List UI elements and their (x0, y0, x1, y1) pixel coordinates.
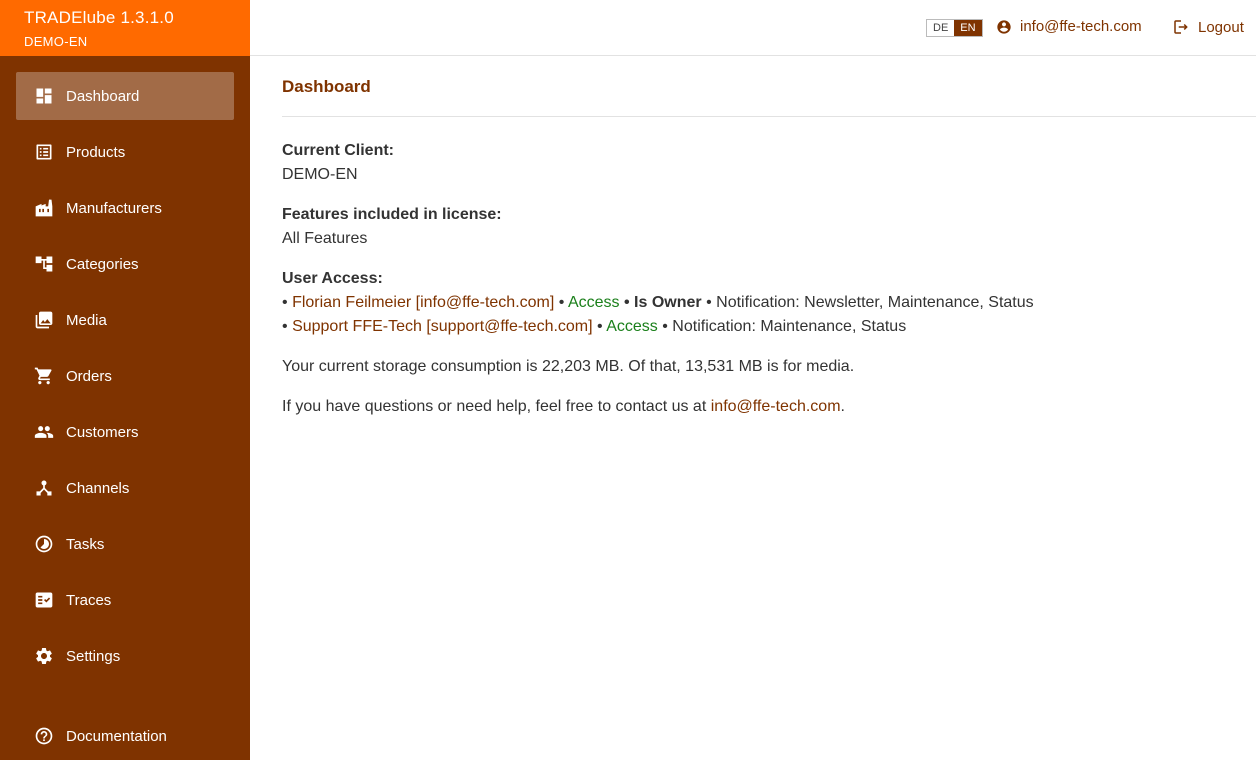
features-label: Features included in license: (282, 206, 502, 223)
separator: • (558, 294, 565, 311)
sidebar-item-tasks[interactable] (16, 520, 234, 568)
sidebar-item-documentation[interactable] (16, 712, 234, 760)
notification-text: Notification: Newsletter, Maintenance, Status (716, 294, 1034, 311)
account-circle-icon (996, 19, 1012, 35)
user-menu[interactable] (996, 18, 1142, 35)
account-tree-icon (34, 254, 54, 274)
timelapse-icon (34, 534, 54, 554)
help-paragraph (282, 395, 1256, 419)
user-link[interactable]: Florian Feilmeier [info@ffe-tech.com] (292, 294, 555, 311)
client-label: Current Client: (282, 142, 394, 159)
dashboard-icon (34, 86, 54, 106)
sidebar-item-media[interactable] (16, 296, 234, 344)
gear-icon (34, 646, 54, 666)
notification-text: Notification: Maintenance, Status (672, 318, 907, 335)
top-bar (250, 0, 1256, 56)
user-email: info@ffe-tech.com (1020, 18, 1142, 35)
bullet: • (282, 318, 288, 335)
sidebar-item-categories[interactable] (16, 240, 234, 288)
factory-icon (34, 198, 54, 218)
access-label: User Access: (282, 270, 383, 287)
help-outline-icon (34, 726, 54, 746)
people-icon (34, 422, 54, 442)
sidebar-nav (16, 72, 234, 688)
separator: • (706, 294, 712, 311)
sidebar-item-label: Dashboard (66, 87, 140, 105)
sidebar-item-label: Products (66, 143, 126, 161)
lang-de-button[interactable]: DE (933, 22, 949, 34)
sidebar-item-customers[interactable] (16, 408, 234, 456)
sidebar-item-traces[interactable] (16, 576, 234, 624)
features-value: All Features (282, 230, 368, 247)
list-alt-icon (34, 142, 54, 162)
storage-text: Your current storage consumption is 22,203 MB. Of that, 13,531 MB is for media. (282, 358, 855, 375)
page-title: Dashboard (282, 77, 371, 96)
logout-button[interactable] (1172, 18, 1244, 36)
sidebar-item-label: Manufacturers (66, 199, 162, 217)
sidebar-item-orders[interactable] (16, 352, 234, 400)
bullet: • (282, 294, 288, 311)
app-title: TRADElube 1.3.1.0 (24, 8, 174, 27)
brand-header (0, 0, 250, 56)
sidebar-item-label: Settings (66, 647, 121, 665)
sidebar (0, 0, 250, 760)
sidebar-item-label: Customers (66, 423, 139, 441)
access-status: Access (606, 318, 658, 335)
sidebar-item-manufacturers[interactable] (16, 184, 234, 232)
sidebar-item-label: Categories (66, 255, 139, 273)
sidebar-item-settings[interactable] (16, 632, 234, 680)
access-section (282, 267, 1256, 339)
shopping-cart-icon (34, 366, 54, 386)
help-end: . (840, 398, 845, 415)
photo-library-icon (34, 310, 54, 330)
client-section (282, 139, 1256, 187)
separator: • (597, 318, 603, 335)
sidebar-item-dashboard[interactable] (16, 72, 234, 120)
features-section (282, 203, 1256, 251)
separator: • (662, 318, 668, 335)
user-link[interactable]: Support FFE-Tech [support@ffe-tech.com] (292, 318, 593, 335)
access-status: Access (567, 294, 620, 311)
logout-label: Logout (1198, 18, 1244, 36)
lang-en-button[interactable]: EN (954, 20, 981, 36)
client-value: DEMO-EN (282, 166, 358, 183)
help-text: If you have questions or need help, feel free to contact us at (282, 398, 707, 415)
owner-status: Is Owner (634, 294, 702, 311)
sidebar-item-label: Tasks (66, 535, 105, 553)
sidebar-bottom (16, 712, 234, 760)
separator: • (623, 294, 630, 311)
client-name: DEMO-EN (24, 34, 88, 49)
title-divider (282, 116, 1256, 117)
sidebar-item-label: Channels (66, 479, 130, 497)
main-content (282, 56, 1256, 419)
fact-check-icon (34, 590, 54, 610)
user-access-row (282, 315, 1256, 339)
logout-icon (1172, 18, 1190, 36)
sidebar-item-label: Media (66, 311, 107, 329)
language-switch (926, 19, 983, 37)
sidebar-item-products[interactable] (16, 128, 234, 176)
user-access-row (282, 291, 1256, 315)
sidebar-item-channels[interactable] (16, 464, 234, 512)
sidebar-item-label: Traces (66, 591, 112, 609)
hub-icon (34, 478, 54, 498)
help-email-link[interactable]: info@ffe-tech.com (710, 398, 841, 415)
sidebar-item-label: Documentation (66, 727, 167, 745)
sidebar-item-label: Orders (66, 367, 112, 385)
